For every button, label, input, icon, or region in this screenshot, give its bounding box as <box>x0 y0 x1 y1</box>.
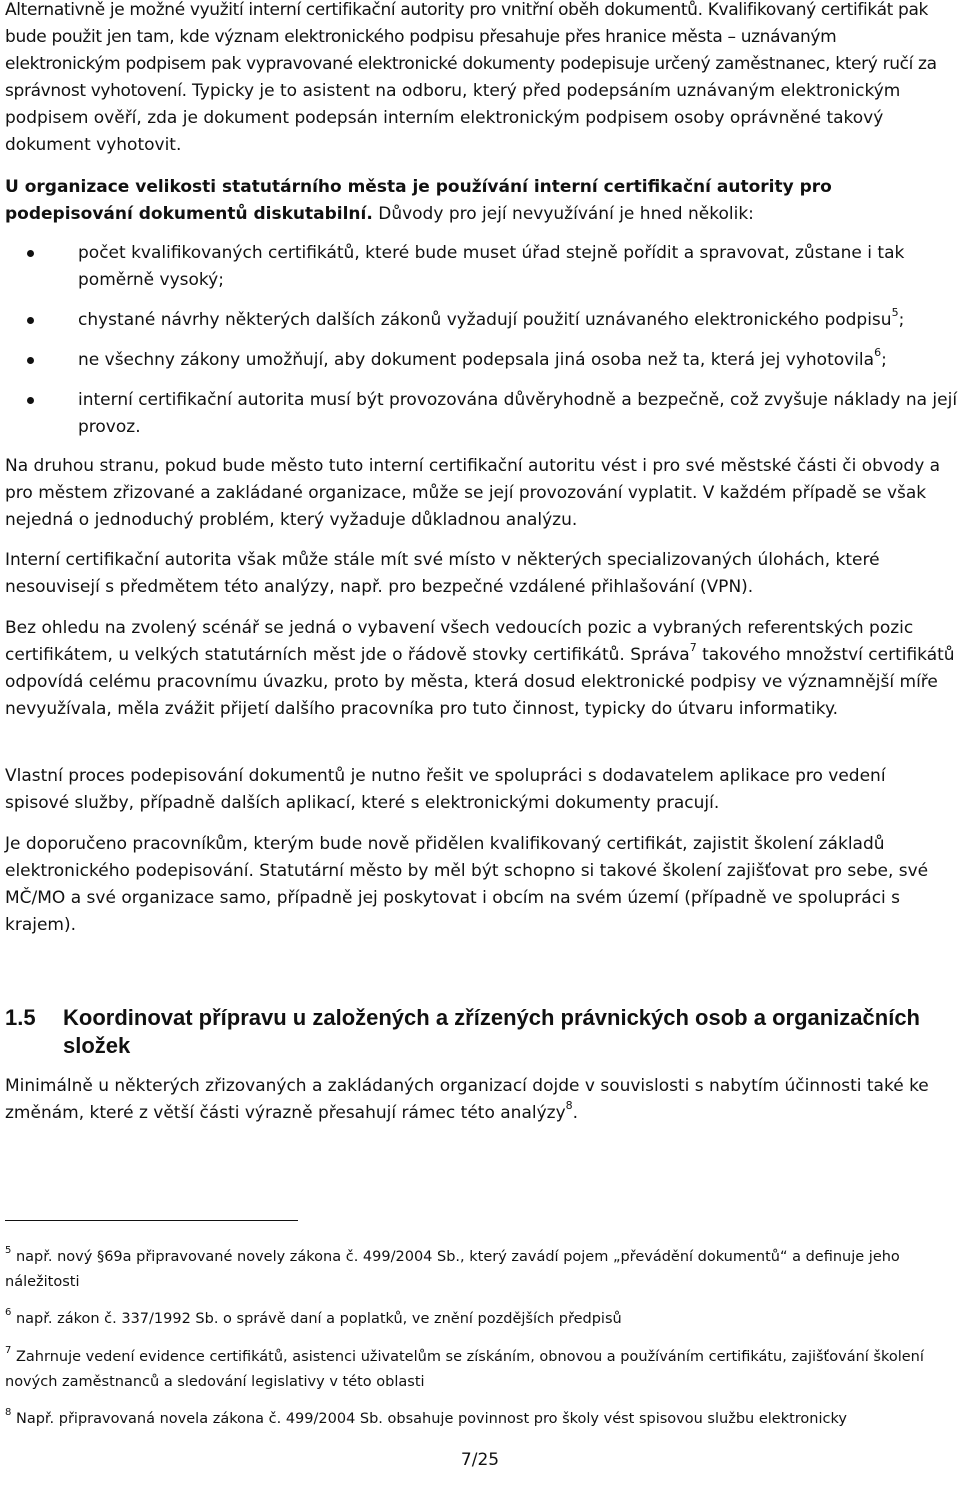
page-number: 7/25 <box>460 1450 500 1470</box>
footnote: $^7$ Zahrnuje vedení evidence certifikátů, asistenci uživatelům se získáním, obnovou a používáním certifikátu, zajišťování školení nových zaměstnanců a sledování legislativy v této oblasti <box>5 1345 924 1390</box>
paragraph-internal-ca-vpn: Interní certifikační autorita však může stále mít své místo v některých specializovaných úlohách, které nesouvisejí s předmětem této analýzy, např. pro bezpečné vzdálené přihlašování (VPN). <box>5 550 880 597</box>
paragraph-internal-ca-part1: Alternativně je možné využití interní certifikační autority pro vnitřní oběh dokumentů. Kvalifikovaný certifikát pak bude použit jen tam, kde význam elektronického podpisu přesahuje přes hranice města – uznávaným elektronickým podpisem pak vypravované elektronické dokumenty podepisuje určený zaměstnanec, který ručí za správnost vyhotovení. <box>5 0 937 101</box>
paragraph-signing-process: Vlastní proces podepisování dokumentů je nutno řešit ve spolupráci s dodavatelem aplikace pro vedení spisové služby, případně dalších aplikací, které s elektronickými dokumenty pracují. <box>5 766 886 813</box>
paragraph-bold-statement <box>5 174 955 228</box>
footnote-ref[interactable]: 6 <box>874 346 882 360</box>
footnote-separator <box>5 1220 298 1221</box>
paragraph-scenario: Bez ohledu na zvolený scénář se jedná o vybavení všech vedoucích pozic a vybraných referentských pozic certifikátem, u velkých statutárních měst jde o řádově stovky certifikátů. Správa$^7$ takového množství certifikátů odpovídá celému pracovnímu úvazku, proto by města, která dosud elektronické podpisy ve významnější míře nevyužívala, měla zvážit přijetí dalšího pracovníka pro tuto činnost, typicky do útvaru informatiky. <box>5 618 955 719</box>
footnote-number: 6 <box>5 1307 12 1319</box>
bold-statement: U organizace velikosti statutárního města je používání interní certifikační autority pro podepisování dokumentů diskutabilní. <box>5 177 832 224</box>
list-item-text: počet kvalifikovaných certifikátů, které bude muset úřad stejně pořídit a spravovat, zůstane i tak poměrně vysoký; <box>78 243 905 290</box>
bullet-icon <box>27 250 34 257</box>
footnote-number: 5 <box>5 1245 12 1257</box>
list-item-text: chystané návrhy některých dalších zákonů vyžadují použití uznávaného elektronického podpisu$^5$; <box>78 306 905 330</box>
paragraph-training: Je doporučeno pracovníkům, kterým bude nově přidělen kvalifikovaný certifikát, zajistit školení základů elektronického podepisování. Statutární město by měl být schopno si takové školení zajišťovat pro sebe, své MČ/MO a své organizace samo, případně jej poskytovat i obcím na svém území (případně ve spolupráci s krajem). <box>5 834 929 935</box>
footnote: $^6$ např. zákon č. 337/1992 Sb. o správě daní a poplatků, ve znění pozdějších předpisů <box>5 1307 622 1327</box>
section-number: 1.5 <box>5 1005 36 1030</box>
footnote-number: 7 <box>5 1345 12 1357</box>
reasons-intro: Důvody pro její nevyužívání je hned několik: <box>372 204 754 224</box>
footnote-ref[interactable]: 5 <box>891 306 899 320</box>
bullet-icon <box>27 397 34 404</box>
list-item-text: interní certifikační autorita musí být provozována důvěryhodně a bezpečně, což zvyšuje náklady na její provoz. <box>78 390 958 437</box>
footnote-ref[interactable]: 7 <box>689 641 697 655</box>
paragraph-organizations: Minimálně u některých zřizovaných a zakládaných organizací dojde v souvislosti s nabytím účinnosti také ke změnám, které z větší části výrazně přesahují rámec této analýzy$^8$. <box>5 1076 929 1123</box>
paragraph-other-side: Na druhou stranu, pokud bude město tuto interní certifikační autoritu vést i pro své městské části či obvody a pro městem zřizované a zakládané organizace, může se její provozování vyplatit. V každém případě se však nejedná o jednoduchý problém, který vyžaduje důkladnou analýzu. <box>5 456 941 530</box>
footnote-ref[interactable]: 8 <box>565 1099 573 1113</box>
paragraph-internal-ca-part2: Typicky je to asistent na odboru, který před podepsáním uznávaným elektronickým podpisem ověří, zda je dokument podepsán interním elektronickým podpisem osoby oprávněné takový dokument vyhotovit. <box>5 81 901 155</box>
footnote: $^8$ Např. připravovaná novela zákona č. 499/2004 Sb. obsahuje povinnost pro školy vést spisovou službu elektronicky <box>5 1407 847 1427</box>
section-title: Koordinovat přípravu u založených a zřízených právnických osob a organizačních složek <box>63 1005 920 1058</box>
list-item-text: ne všechny zákony umožňují, aby dokument podepsala jiná osoba než ta, která jej vyhotovila$^6$; <box>78 346 887 370</box>
bullet-icon <box>27 317 34 324</box>
footnote-number: 8 <box>5 1407 12 1419</box>
footnote: $^5$ např. nový §69a připravované novely zákona č. 499/2004 Sb., který zavádí pojem „převádění dokumentů“ a definuje jeho náležitosti <box>5 1245 900 1290</box>
paragraph-internal-ca <box>5 0 955 159</box>
bullet-icon <box>27 357 34 364</box>
